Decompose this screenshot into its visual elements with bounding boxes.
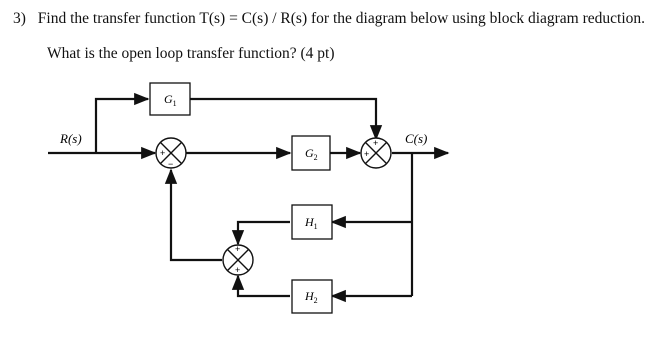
h1-output-line: [238, 222, 290, 244]
sign-sum3-bottom: +: [235, 265, 241, 275]
g2-label: $G_2$: [305, 146, 318, 162]
h1-label: $H_1$: [305, 215, 318, 231]
sign-sum1-left: +: [160, 148, 166, 158]
g1-output-line: [190, 99, 376, 139]
h2-output-line: [238, 276, 290, 296]
question-subtext: What is the open loop transfer function? (4 pt): [47, 45, 335, 62]
input-label: R(s): [60, 131, 82, 146]
output-label: C(s): [405, 131, 428, 146]
sign-sum2-left: +: [364, 149, 370, 159]
sum3-output-line: [171, 170, 222, 260]
g1-feed-line: [96, 99, 148, 153]
question-text: Find the transfer function T(s) = C(s) / R(s) for the diagram below using block diagram reduction.: [37, 10, 646, 27]
g1-label: $G_1$: [164, 92, 177, 108]
sign-sum2-top: +: [373, 138, 379, 148]
h2-label: $H_2$: [305, 289, 318, 305]
sign-sum3-top: +: [235, 244, 241, 254]
question-number: 3): [13, 10, 26, 27]
sign-sum1-bottom: −: [168, 159, 174, 169]
